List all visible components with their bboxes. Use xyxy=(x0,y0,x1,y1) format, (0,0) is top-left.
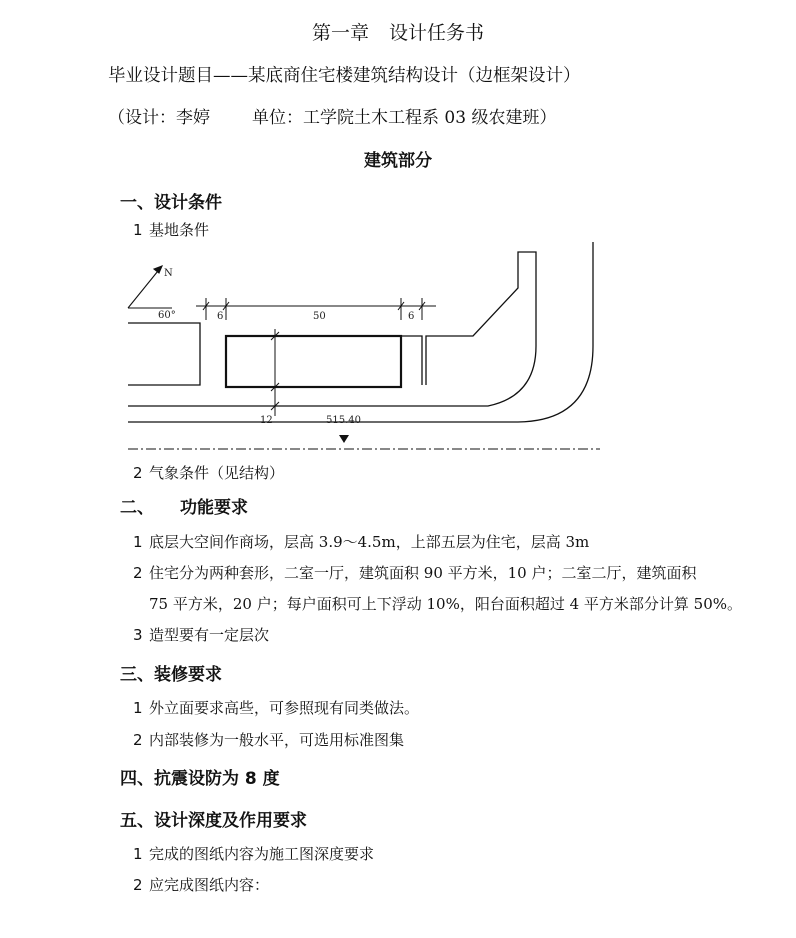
heading-design-conditions: 一、设计条件 xyxy=(120,193,222,213)
list-item: 1 外立面要求高些，可参照现有同类做法。 xyxy=(133,699,420,717)
chapter-title xyxy=(0,18,796,45)
list-item: 75 平方米，20 户；每户面积可上下浮动 10%，阳台面积超过 4 平方米部分计算 50%。 xyxy=(149,595,743,613)
section-title: 建筑部分 xyxy=(364,151,432,171)
site-plan-diagram xyxy=(118,236,608,461)
site-boundary-middle xyxy=(226,336,422,385)
heading-decoration-requirements: 三、装修要求 xyxy=(120,665,222,685)
dimension-label: 6 xyxy=(408,311,415,322)
building-footprint xyxy=(226,336,401,387)
site-boundary-left xyxy=(128,323,200,385)
chapter-number: 第一章 xyxy=(311,22,369,44)
vertical-dimension-line xyxy=(271,329,279,416)
dimension-label: 6 xyxy=(217,311,224,322)
thesis-title: 毕业设计题目——某底商住宅楼建筑结构设计（边框架设计） xyxy=(108,66,581,86)
designer-name: （设计：李婷 xyxy=(108,108,210,128)
dimension-label: 12 xyxy=(260,415,273,426)
list-item: 2 应完成图纸内容： xyxy=(133,876,270,894)
heading-design-depth: 五、设计深度及作用要求 xyxy=(120,811,307,831)
list-item: 3 造型要有一定层次 xyxy=(133,626,270,644)
list-item: 2 内部装修为一般水平，可选用标准图集 xyxy=(133,731,405,749)
elevation-label: 515.40 xyxy=(326,415,361,426)
chapter-name: 设计任务书 xyxy=(389,22,485,44)
heading-functional-requirements: 二、 功能要求 xyxy=(120,498,248,518)
list-item: 1 完成的图纸内容为施工图深度要求 xyxy=(133,845,375,863)
road-outer xyxy=(128,242,593,422)
direction-marker-icon xyxy=(339,435,349,443)
north-label: N xyxy=(164,268,173,279)
angle-label: 60° xyxy=(158,310,176,321)
list-item: 1 基地条件 xyxy=(133,221,210,239)
list-item: 2 住宅分为两种套形，二室一厅，建筑面积 90 平方米，10 户；二室二厅，建筑面积 xyxy=(133,564,697,582)
dimension-label: 50 xyxy=(313,311,326,322)
list-item: 2 气象条件（见结构） xyxy=(133,464,285,482)
road-curve xyxy=(128,252,536,406)
designer-line xyxy=(108,103,556,128)
heading-seismic: 四、抗震设防为 8 度 xyxy=(120,769,280,789)
list-item: 1 底层大空间作商场，层高 3.9～4.5m，上部五层为住宅，层高 3m xyxy=(133,533,590,551)
designer-unit: 单位：工学院土木工程系 03 级农建班） xyxy=(252,108,557,128)
